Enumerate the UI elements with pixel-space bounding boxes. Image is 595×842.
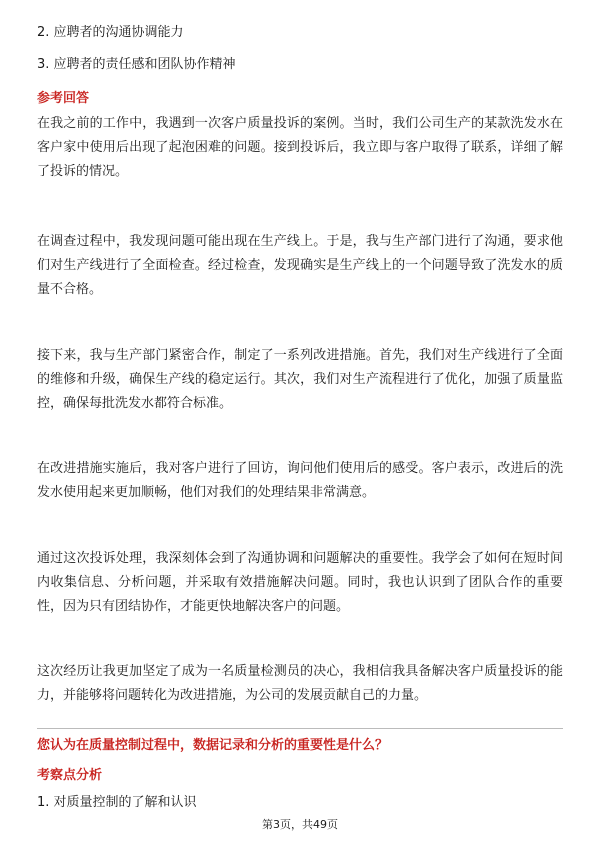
answer-paragraph: 接下来，我与生产部门紧密合作，制定了一系列改进措施。首先，我们对生产线进行了全面的维修和升级，确保生产线的稳定运行。其次，我们对生产流程进行了优化，加强了质量监控，确保每批洗发水都符合标准。: [37, 348, 563, 411]
reference-answer-heading: 参考回答: [37, 91, 90, 106]
criteria-item: 2. 应聘者的沟通协调能力: [37, 25, 184, 40]
key-point-item: 1. 对质量控制的了解和认识: [37, 795, 197, 810]
section-divider: [37, 728, 563, 729]
page-number: 第3页，共49页: [262, 818, 338, 831]
criteria-item: 3. 应聘者的责任感和团队协作精神: [37, 57, 236, 72]
next-question-title: 您认为在质量控制过程中，数据记录和分析的重要性是什么？: [37, 738, 389, 753]
answer-paragraph: 在我之前的工作中，我遇到一次客户质量投诉的案例。当时，我们公司生产的某款洗发水在客户家中使用后出现了起泡困难的问题。接到投诉后，我立即与客户取得了联系，详细了解了投诉的情况。: [37, 116, 563, 179]
answer-paragraph: 通过这次投诉处理，我深刻体会到了沟通协调和问题解决的重要性。我学会了如何在短时间内收集信息、分析问题，并采取有效措施解决问题。同时，我也认识到了团队合作的重要性，因为只有团结协作，才能更快地解决客户的问题。: [37, 551, 563, 614]
answer-paragraph: 在改进措施实施后，我对客户进行了回访，询问他们使用后的感受。客户表示，改进后的洗发水使用起来更加顺畅，他们对我们的处理结果非常满意。: [37, 461, 563, 500]
document-page: [37, 0, 563, 842]
key-points-heading: 考察点分析: [37, 768, 103, 783]
answer-paragraph: 在调查过程中，我发现问题可能出现在生产线上。于是，我与生产部门进行了沟通，要求他们对生产线进行了全面检查。经过检查，发现确实是生产线上的一个问题导致了洗发水的质量不合格。: [37, 234, 563, 297]
answer-paragraph: 这次经历让我更加坚定了成为一名质量检测员的决心，我相信我具备解决客户质量投诉的能力，并能够将问题转化为改进措施，为公司的发展贡献自己的力量。: [37, 664, 563, 703]
